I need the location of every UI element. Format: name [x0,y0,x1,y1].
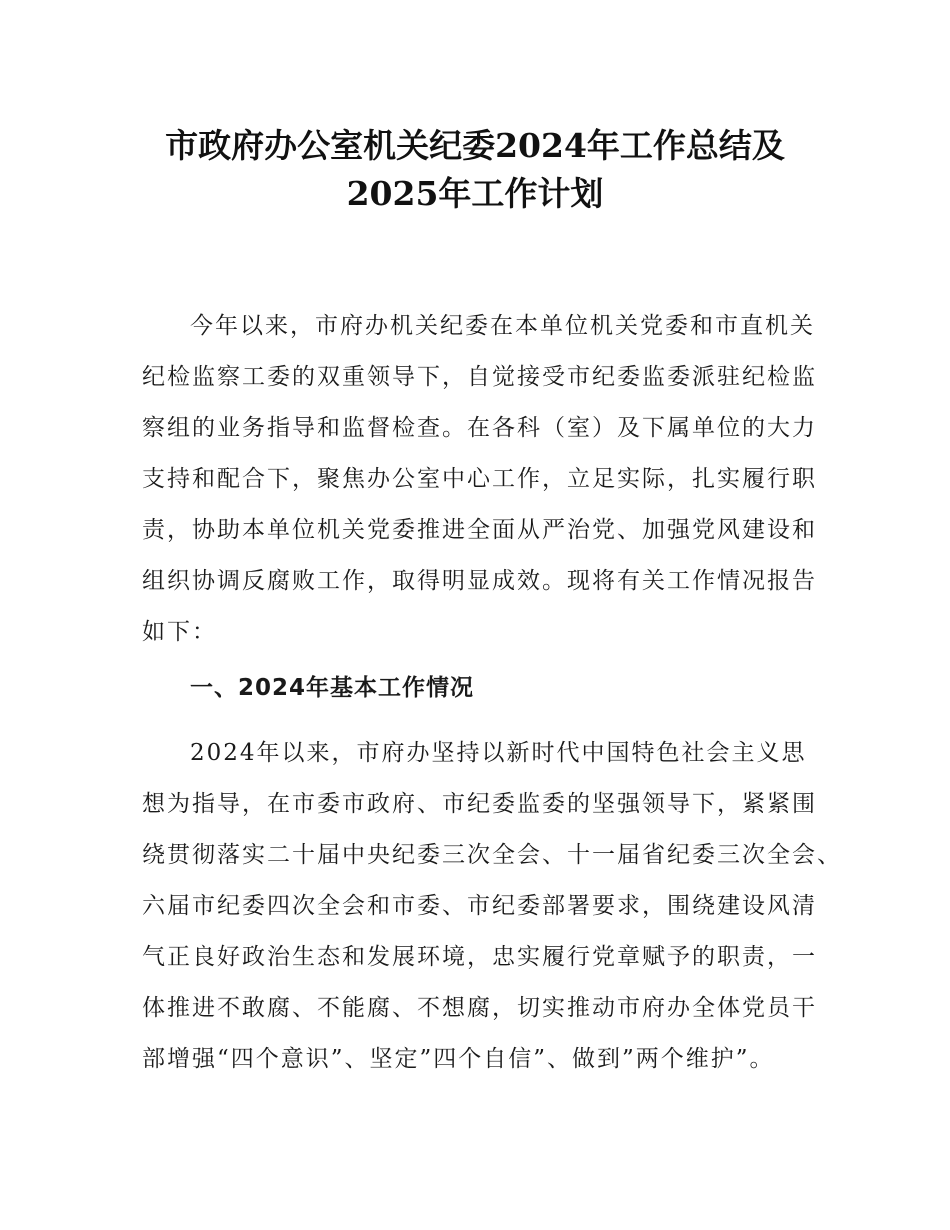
paragraph-2-line: 六届市纪委四次全会和市委、市纪委部署要求，围绕建设风清 [142,893,817,919]
paragraph-2-line: 气正良好政治生态和发展环境，忠实履行党章赋予的职责，一 [142,944,817,970]
paragraph-1-line: 今年以来，市府办机关纪委在本单位机关党委和市直机关 [190,313,815,339]
paragraph-1-line: 责，协助本单位机关党委推进全面从严治党、加强党风建设和 [142,517,817,543]
paragraph-1-line: 察组的业务指导和监督检查。在各科（室）及下属单位的大力 [142,415,817,441]
document-title-line-1: 市政府办公室机关纪委2024年工作总结及 [165,126,785,165]
paragraph-2-line: 绕贯彻落实二十届中央纪委三次全会、十一届省纪委三次全会、 [142,842,842,868]
paragraph-1-line: 组织协调反腐败工作，取得明显成效。现将有关工作情况报告 [142,568,817,594]
paragraph-1-line: 纪检监察工委的双重领导下，自觉接受市纪委监委派驻纪检监 [142,364,817,390]
paragraph-2-line: 2024年以来，市府办坚持以新时代中国特色社会主义思 [190,740,807,766]
paragraph-1-line: 支持和配合下，聚焦办公室中心工作，立足实际，扎实履行职 [142,466,817,492]
paragraph-2-line: 想为指导，在市委市政府、市纪委监委的坚强领导下，紧紧围 [142,791,817,817]
paragraph-2-line: 部增强“四个意识”、坚定”四个自信”、做到”两个维护”。 [142,1046,775,1072]
paragraph-1-line: 如下： [142,619,217,645]
document-title-line-2: 2025年工作计划 [346,174,604,213]
paragraph-2-line: 体推进不敢腐、不能腐、不想腐，切实推动市府办全体党员干 [142,995,817,1021]
section-heading: 一、2024年基本工作情况 [190,675,475,701]
